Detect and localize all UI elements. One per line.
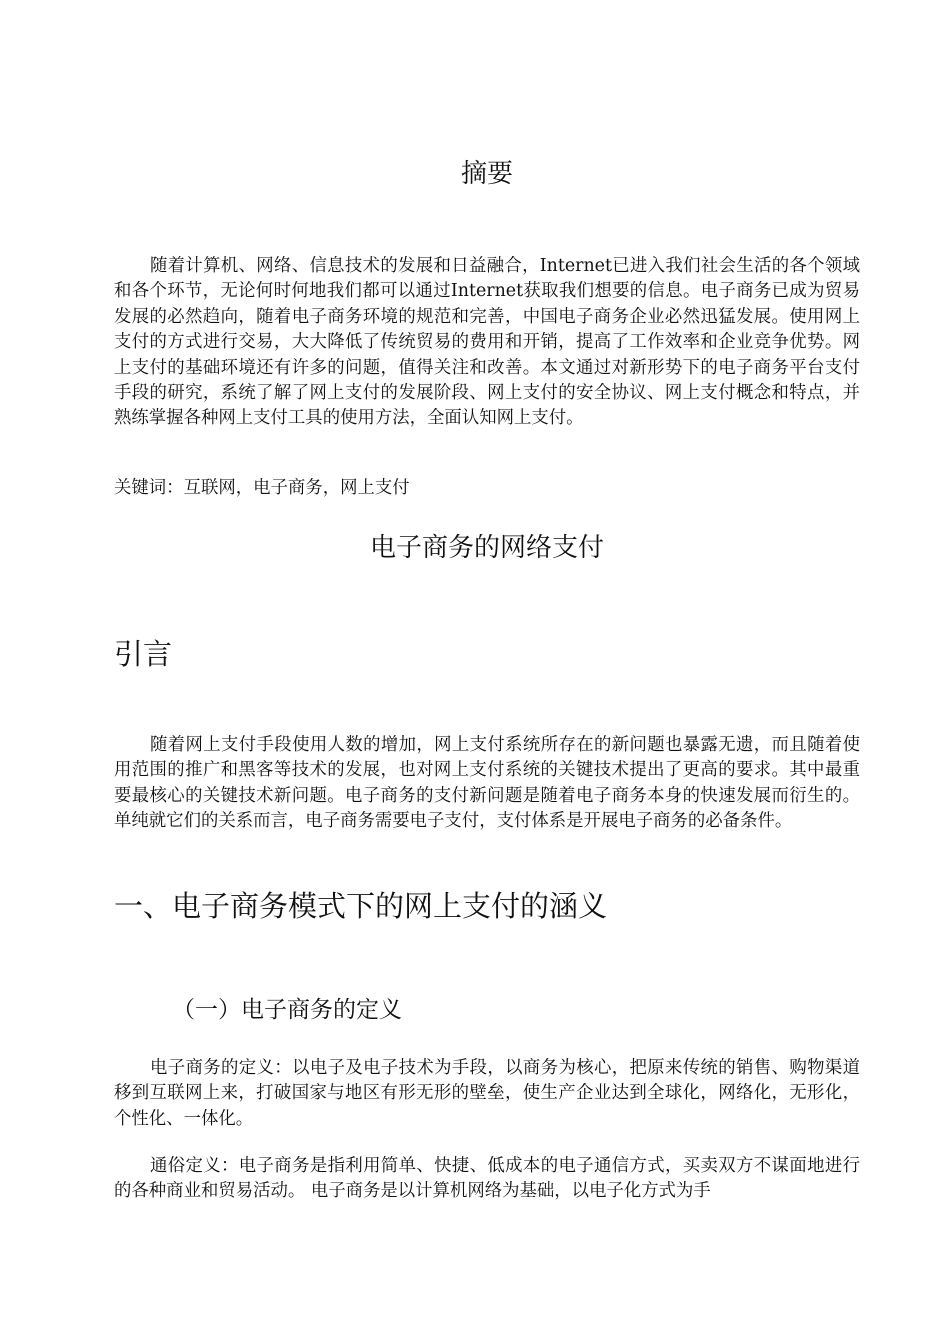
- introduction-heading: 引言: [114, 637, 173, 671]
- abstract-body: 随着计算机、网络、信息技术的发展和日益融合，Internet已进入我们社会生活的各个领域和各个环节，无论何时何地我们都可以通过Internet获取我们想要的信息。电子商务已成为贸易发展的必然趋向，随着电子商务环境的规范和完善，中国电子商务企业必然迅猛发展。使用网上支付的方式进行交易，大大降低了传统贸易的费用和开销，提高了工作效率和企业竞争优势。网上支付的基础环境还有许多的问题，值得关注和改善。本文通过对新形势下的电子商务平台支付手段的研究，系统了解了网上支付的发展阶段、网上支付的安全协议、网上支付概念和特点，并熟练掌握各种网上支付工具的使用方法，全面认知网上支付。: [114, 256, 860, 429]
- abstract-title: 摘要: [460, 159, 513, 189]
- document-title: 电子商务的网络支付: [369, 533, 604, 563]
- document-page: [114, 0, 860, 1344]
- section1-heading: 一、电子商务模式下的网上支付的涵义: [114, 889, 608, 923]
- popular-definition-paragraph: 通俗定义：电子商务是指利用简单、快捷、低成本的电子通信方式，买卖双方不谋面地进行的各种商业和贸易活动。 电子商务是以计算机网络为基础，以电子化方式为手: [114, 1156, 860, 1202]
- introduction-body: 随着网上支付手段使用人数的增加，网上支付系统所存在的新问题也暴露无遗，而且随着使用范围的推广和黑客等技术的发展，也对网上支付系统的关键技术提出了更高的要求。其中最重要最核心的关键技术新问题。电子商务的支付新问题是随着电子商务本身的快速发展而衍生的。单纯就它们的关系而言，电子商务需要电子支付，支付体系是开展电子商务的必备条件。: [114, 735, 860, 832]
- definition-paragraph: 电子商务的定义：以电子及电子技术为手段，以商务为核心，把原来传统的销售、购物渠道移到互联网上来，打破国家与地区有形无形的壁垒，使生产企业达到全球化，网络化，无形化，个性化、一体化。: [114, 1058, 860, 1129]
- subsection1-heading: （一）电子商务的定义: [172, 997, 402, 1023]
- keywords: 关键词：互联网，电子商务，网上支付: [114, 478, 410, 498]
